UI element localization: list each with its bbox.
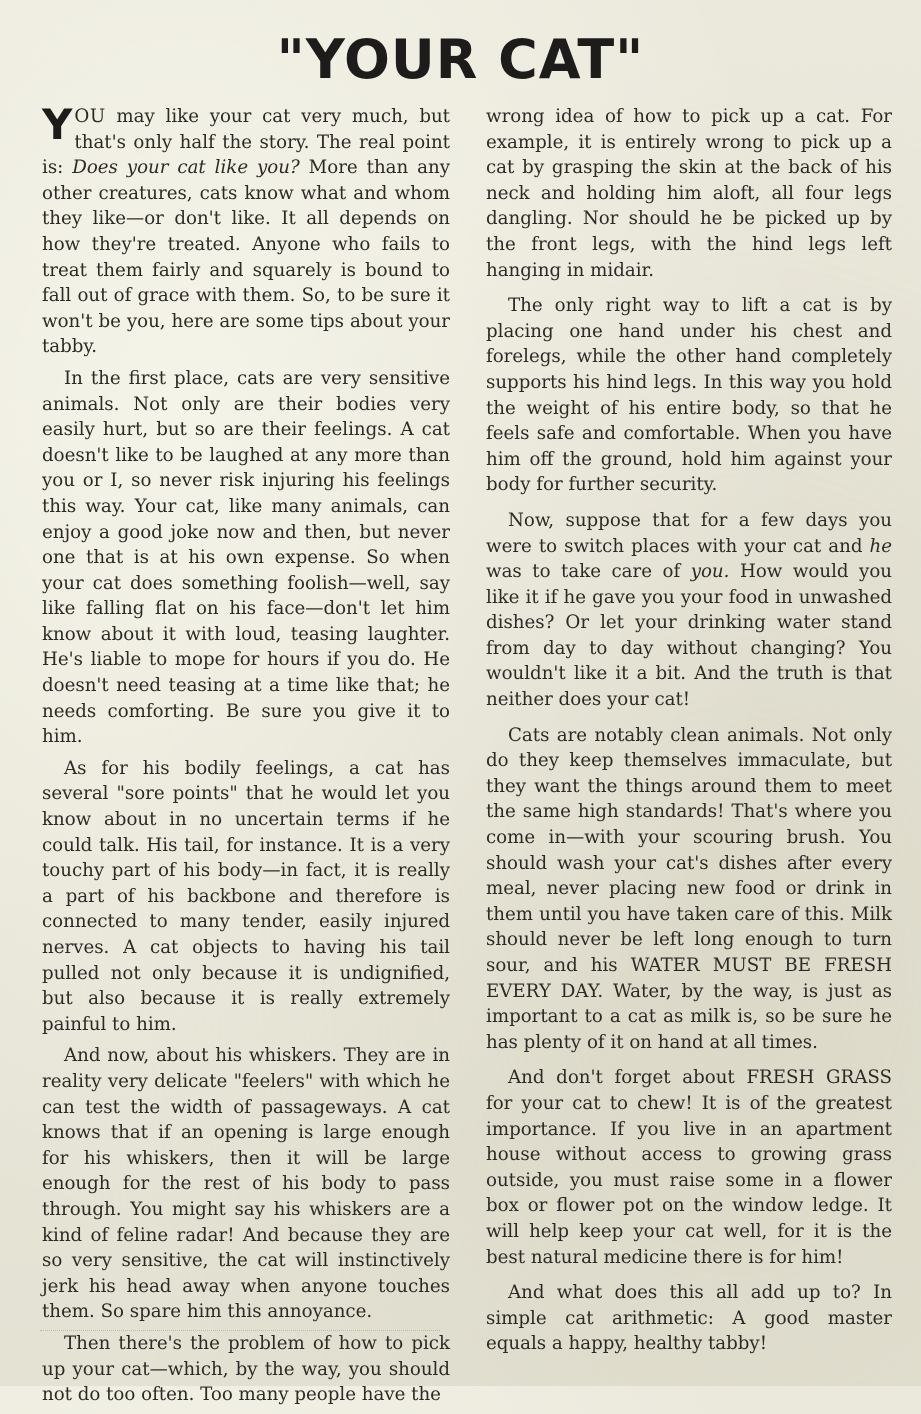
paragraph-conclusion: And what does this all add up to? In simple cat arithmetic: A good master equals a happy, healthy tabby!	[486, 1282, 892, 1355]
grass-caps: FRESH GRASS	[746, 1067, 892, 1089]
clean-text-b: . Water, by the way, is just as important to a cat as milk is, so be sure he has plenty of it on hand at all times.	[486, 980, 892, 1053]
switch-text-a: Now, suppose that for a few days you were to switch places with your cat and	[486, 509, 892, 557]
paragraph-clean-animals	[486, 723, 892, 1056]
paragraph-intro	[42, 100, 450, 360]
switch-italic-you: you.	[690, 561, 730, 583]
paragraph-sore-points: As for his bodily feelings, a cat has several "sore points" that he would let you know about in no uncertain terms if he could talk. His tail, for instance. It is a very touchy part of his body—in fact, it is really a part of his backbone and therefore is connected to many tender, easily injured nerves. A cat objects to having his tail pulled not only because it is undignified, but also because it is really extremely painful to him.	[42, 757, 450, 1035]
switch-text-c: How would you like it if he gave you your food in unwashed dishes? Or let your drinking water stand from day to day without changing? You wouldn't like it a bit. And the truth is that neither does your cat!	[486, 561, 892, 711]
paragraph-wrong-idea: wrong idea of how to pick up a cat. For example, it is entirely wrong to pick up a cat by grasping the skin at the back of his neck and holding him aloft, all four legs dangling. Nor should he be picked up by the front legs, with the hind legs left hanging in midair.	[486, 106, 892, 281]
paragraph-whiskers: And now, about his whiskers. They are in reality very delicate "feelers" with which he can test the width of passageways. A cat knows that if an opening is large enough for his whiskers, then it will be large enough for the rest of his body to pass through. You might say his whiskers are a kind of feline radar! And because they are so very sensitive, the cat will instinctively jerk his head away when anyone touches them. So spare him this annoyance.	[42, 1045, 450, 1323]
paragraph-sensitive: In the first place, cats are very sensitive animals. Not only are their bodies very easily hurt, but so are their feelings. A cat doesn't like to be laughed at any more than you or I, so never risk injuring his feelings this way. Your cat, like many animals, can enjoy a good joke now and then, but never one that is at his own expense. So when your cat does something foolish—well, say like falling flat on his face—don't let him know about it with loud, teasing laughter. He's liable to mope for hours if you do. He doesn't need teasing at a time like that; he needs comforting. Be sure you give it to him.	[42, 367, 450, 748]
intro-first-word: OU	[74, 106, 106, 127]
drop-cap: Y	[42, 100, 73, 149]
right-column	[486, 104, 892, 1367]
intro-text-a: may like your cat very much, but that's only half the story. The real point is:	[42, 106, 450, 179]
paragraph-fresh-grass	[486, 1065, 892, 1270]
paragraph-pick-up: Then there's the problem of how to pick up your cat—which, by the way, you should not do too often. Too many people have the	[42, 1332, 450, 1406]
paragraph-right-way: The only right way to lift a cat is by placing one hand under his chest and forelegs, while the other hand completely supports his hind legs. In this way you hold the weight of his entire body, so that he feels safe and comfortable. When you have him off the ground, hold him against your body for further security.	[486, 295, 892, 496]
switch-italic-he: he	[869, 535, 892, 557]
intro-text-b: More than any other creatures, cats know what and whom they like—or don't like. It all depends on how they're treated. Anyone who fails to treat them fairly and squarely is bound to fall out of grace with them. So, to be sure it won't be you, here are some tips about your tabby.	[42, 157, 450, 358]
intro-italic-question: Does your cat like you?	[72, 157, 300, 179]
paragraph-switch-places	[486, 508, 892, 713]
clean-text-a: Cats are notably clean animals. Not only do they keep themselves immaculate, but they want the things around them to meet the same high standards! That's where you come in—with your scouring brush. You should wash your cat's dishes after every meal, never placing new food or drink in them until you have taken care of this. Milk should never be left long enough to turn sour, and his	[486, 724, 892, 976]
left-column	[42, 100, 450, 1414]
clean-caps-water: WATER MUST BE FRESH EVERY DAY	[486, 955, 892, 1002]
switch-text-b: was to take care of	[486, 561, 691, 583]
grass-text-b: for your cat to chew! It is of the greatest importance. If you live in an apartment house without access to growing grass outside, you must raise some in a flower box or flower pot on the window ledge. It will help keep your cat well, for it is the best natural medicine there is for him!	[486, 1092, 892, 1268]
page-bottom-divider	[40, 1330, 440, 1341]
page-title: "YOUR CAT"	[276, 28, 645, 91]
grass-text-a: And don't forget about	[508, 1067, 747, 1089]
